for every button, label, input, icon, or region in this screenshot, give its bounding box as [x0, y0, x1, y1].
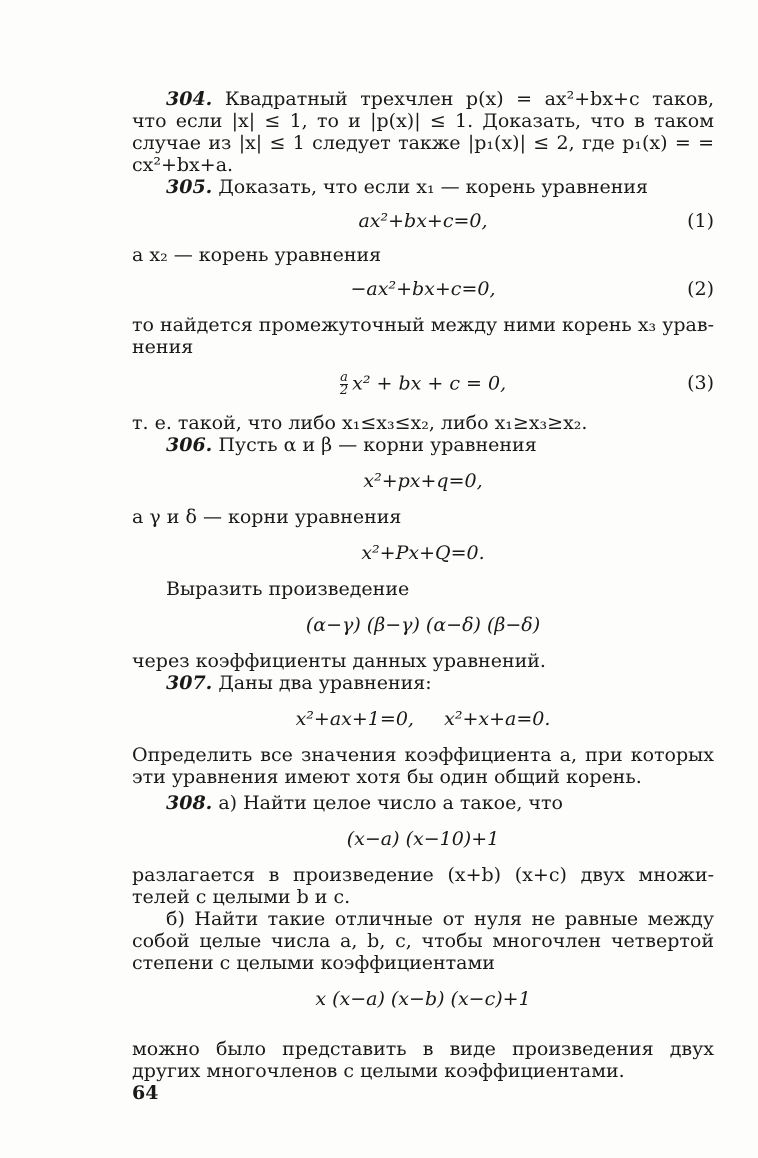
- fraction-numerator: a: [340, 370, 348, 385]
- text-line: а γ и δ — корни уравнения: [132, 506, 402, 528]
- equation-tag: (2): [687, 278, 714, 300]
- text-line: через коэффициенты данных уравнений.: [132, 650, 546, 672]
- text-paragraph: разлагается в произведение (x+b) (x+c) двух множителей с целыми b и c.: [132, 864, 714, 908]
- problem-307-intro: [132, 672, 714, 694]
- text-paragraph: Определить все значения коэффициента a, при которых эти уравнения имеют хотя бы один общий корень.: [132, 744, 714, 788]
- problem-308-intro: [132, 792, 714, 814]
- equation: x²+px+q=0,: [363, 470, 483, 492]
- equation-text: ax²+bx+c=0,: [358, 210, 488, 232]
- text-line: т. е. такой, что либо x₁≤x₃≤x₂, либо x₁≥x₃≥x₂.: [132, 412, 588, 434]
- text-paragraph: б) Найти такие отличные от нуля не равные между собой целые числа a, b, c, чтобы многочлен четвертой степени с целыми коэффициентами: [132, 908, 714, 974]
- equation-3: [132, 372, 714, 398]
- equation: (α−γ) (β−γ) (α−δ) (β−δ): [305, 614, 541, 636]
- equation: x²+Px+Q=0.: [361, 542, 485, 564]
- equation-text: −ax²+bx+c=0,: [350, 278, 496, 300]
- problem-number: 305.: [166, 176, 213, 198]
- problem-text: Пусть α и β — корни уравнения: [218, 434, 537, 456]
- problem-number: 307.: [166, 672, 213, 694]
- equation-tag: (1): [687, 210, 714, 232]
- problem-text: Даны два уравнения:: [218, 672, 432, 694]
- problem-304: [132, 88, 714, 176]
- equation-1: [132, 210, 714, 232]
- text-line: то найдется промежуточный между ними корень x₃ уравнения: [132, 314, 714, 358]
- fraction-denominator: 2: [339, 383, 349, 398]
- fraction: [340, 372, 348, 397]
- equation-tag: (3): [687, 372, 714, 394]
- page-number: 64: [132, 1082, 159, 1104]
- equation: (x−a) (x−10)+1: [346, 828, 500, 850]
- equation: x²+ax+1=0, x²+x+a=0.: [295, 708, 551, 730]
- equation-2: [132, 278, 714, 300]
- text-paragraph: можно было представить в виде произведения двух других многочленов с целыми коэффициентами.: [132, 1038, 714, 1082]
- problem-text: а) Найти целое число a такое, что: [218, 792, 563, 814]
- text-line: а x₂ — корень уравнения: [132, 244, 382, 266]
- problem-306-intro: [132, 434, 714, 456]
- text-line: Выразить произведение: [166, 578, 410, 600]
- equation-text: x² + bx + c = 0,: [352, 372, 507, 395]
- page-content: [132, 88, 714, 1082]
- problem-number: 308.: [166, 792, 213, 814]
- problem-text: Квадратный трехчлен p(x) = ax²+bx+c таков, что если |x| ≤ 1, то и |p(x)| ≤ 1. Доказать, что в таком случае из |x| ≤ 1 следует также |p₁(x)| ≤ 2, где p₁(x) = = cx²+bx+a.: [132, 88, 715, 176]
- problem-305-intro: [132, 176, 714, 198]
- problem-text: Доказать, что если x₁ — корень уравнения: [218, 176, 649, 198]
- problem-number: 306.: [166, 434, 213, 456]
- equation: x (x−a) (x−b) (x−c)+1: [315, 988, 531, 1010]
- problem-number: 304.: [166, 88, 213, 110]
